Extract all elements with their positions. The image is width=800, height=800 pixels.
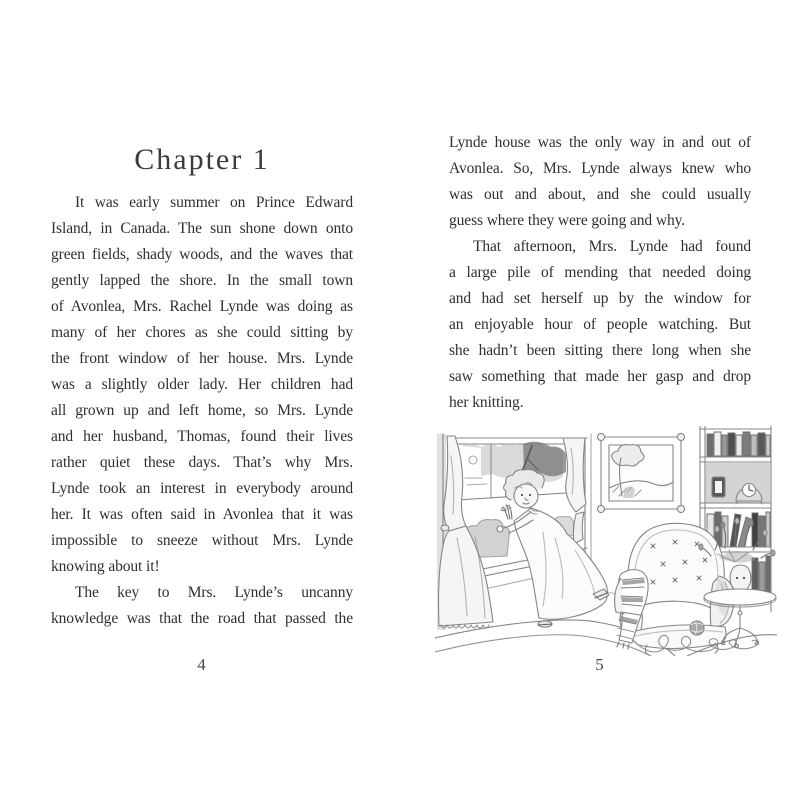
text-line: Lynde took an interest in everybody around — [51, 480, 353, 497]
text-line: was out and about, and she could usually — [449, 186, 751, 203]
text-line: many of her chores as she could sitting by — [51, 324, 353, 341]
text-line: all grown up and left home, so Mrs. Lynde — [51, 402, 353, 419]
text-line: That afternoon, Mrs. Lynde had found — [473, 238, 751, 255]
text-line: Lynde house was the only way in and out of — [449, 134, 751, 151]
chapter-heading: Chapter 1 — [134, 143, 270, 176]
text-line: It was early summer on Prince Edward — [75, 194, 353, 211]
text-line: the front window of her house. Mrs. Lynde — [51, 350, 353, 367]
illustration-svg — [435, 426, 777, 656]
text-line: an enjoyable hour of people watching. But — [449, 316, 751, 333]
text-line: The key to Mrs. Lynde’s uncanny — [75, 584, 353, 601]
text-line: rather quiet these days. That’s why Mrs. — [51, 454, 353, 471]
page-left-text — [51, 190, 353, 632]
text-line: a large pile of mending that needed doing — [449, 264, 751, 281]
picture-frame — [597, 433, 684, 512]
text-line: impossible to sneeze without Mrs. Lynde — [51, 532, 353, 549]
text-line: green fields, shady woods, and the waves that — [51, 246, 353, 263]
photo-frame — [712, 477, 725, 497]
text-line: and had set herself up by the window for — [449, 290, 751, 307]
text-line: saw something that made her gasp and drop — [449, 368, 751, 385]
page-left — [51, 143, 353, 632]
text-line: Island, in Canada. The sun shone down onto — [51, 220, 353, 237]
mrs-lynde-figure — [497, 469, 609, 627]
text-line: her. It was often said in Avonlea that it was — [51, 506, 353, 523]
text-line: Avonlea. So, Mrs. Lynde always knew who — [449, 160, 751, 177]
text-line: guess where they were going and why. — [449, 212, 686, 229]
illustration — [435, 426, 777, 656]
text-line: knowing about it! — [51, 558, 160, 575]
text-line: she hadn’t been sitting there long when she — [449, 342, 751, 359]
text-line: knowledge was that the road that passed the — [51, 610, 353, 627]
text-line: and her husband, Thomas, found their lives — [51, 428, 353, 445]
page-right — [449, 130, 751, 416]
text-line: gently lapped the shore. In the small town — [51, 272, 353, 289]
page-number-left: 4 — [197, 655, 207, 674]
page-number-right: 5 — [595, 655, 605, 674]
text-line: her knitting. — [449, 394, 524, 411]
page-right-text — [449, 130, 751, 416]
text-line: of Avonlea, Mrs. Rachel Lynde was doing as — [51, 298, 353, 315]
text-line: was a slightly older lady. Her children had — [51, 376, 353, 393]
